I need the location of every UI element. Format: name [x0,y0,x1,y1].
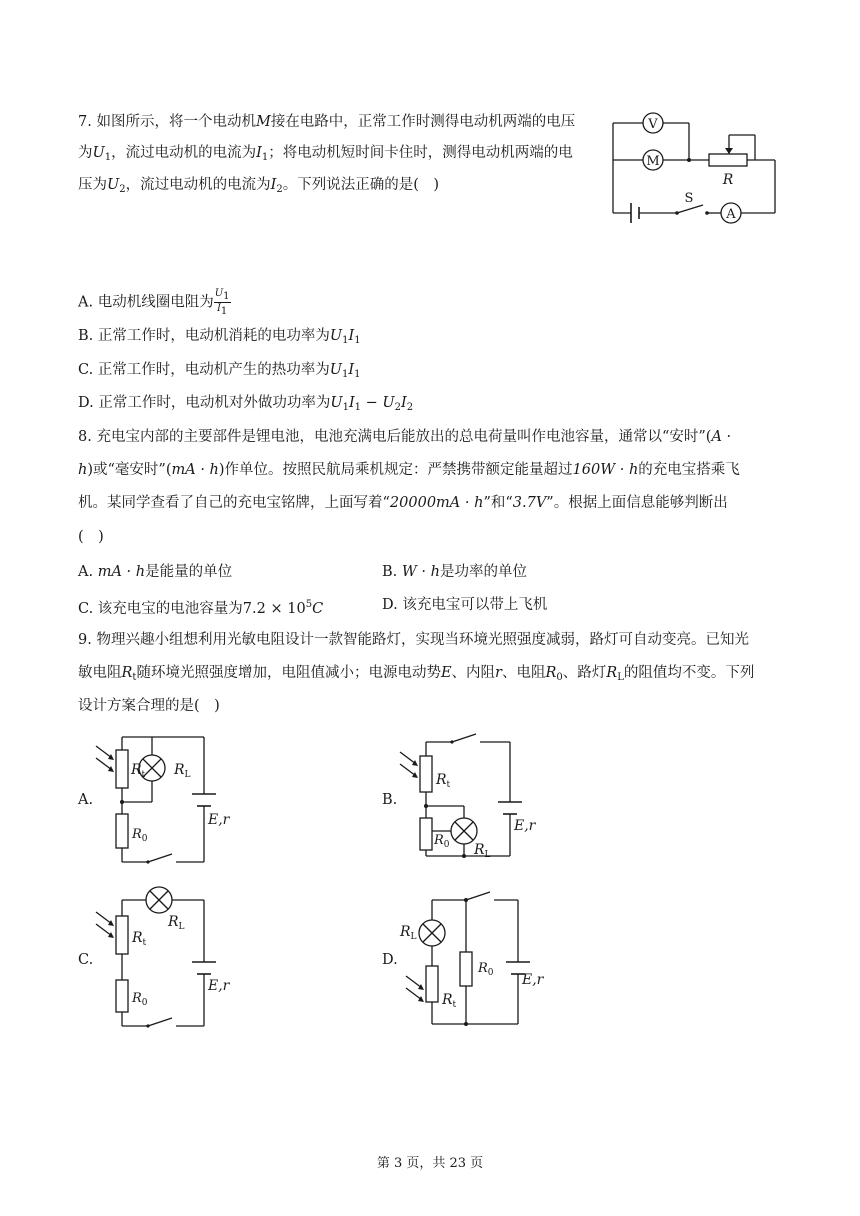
q9-option-c-circuit[interactable] [92,884,252,1034]
svg-text:E,r: E,r [522,972,544,988]
q9-line-2: 敏电阻$R_t$随环境光照强度增加，电阻值减小；电源电动势E、内阻r、电阻$R_0$、路灯$R_L$的阻值均不变。下列 [78,665,755,683]
q9-option-a-label[interactable]: A. [78,792,94,808]
ammeter-label: A [726,207,736,222]
q8-line-2: h)或“毫安时”(mA · h)作单位。按照民航局乘机规定：严禁携带额定能量超过160W · h的充电宝搭乘飞 [78,462,740,478]
q9-option-b-circuit[interactable] [396,730,566,870]
svg-text:RL: $R_L$ [474,842,491,860]
switch-label: S [684,191,694,206]
q9-option-a-circuit[interactable] [92,730,252,870]
rt-label: $R_t$ [131,762,146,780]
voltmeter-label: V [648,117,658,132]
q7-option-b[interactable]: B. 正常工作时，电动机消耗的电功率为$U_1I_1$ [78,328,361,346]
q8-option-a[interactable]: A. mA · h是能量的单位 [78,564,233,580]
q7-line-1: 7. 如图所示，将一个电动机M接在电路中，正常工作时测得电动机两端的电压 [78,114,576,130]
er-label: E,r [208,812,230,828]
motor-label: M [646,154,660,169]
q9-line-1: 9. 物理兴趣小组想利用光敏电阻设计一款智能路灯，实现当环境光照强度减弱，路灯可自动变亮。已知光 [78,632,749,648]
q9-option-d-label[interactable]: D. [382,952,398,968]
q7-option-d[interactable]: D. 正常工作时，电动机对外做功功率为$U_1I_1 - U_2I_2$ [78,395,414,413]
svg-text:E,r: E,r [514,818,536,834]
q8-option-c[interactable]: C. 该充电宝的电池容量为$7.2 \times 10^5C$ [78,599,324,617]
q9-line-3: 设计方案合理的是( ) [78,698,220,714]
r0-label: $R_0$ [132,827,148,844]
q7-line-2: 为$U_1$，流过电动机的电流为$I_1$；将电动机短时间卡住时，测得电动机两端的电 [78,145,573,163]
q9-option-b-label[interactable]: B. [382,792,398,808]
q9-option-c-label[interactable]: C. [78,952,94,968]
q8-option-d[interactable]: D. 该充电宝可以带上飞机 [382,597,548,613]
resistor-label: R [722,172,734,188]
q7-option-c[interactable]: C. 正常工作时，电动机产生的热功率为$U_1I_1$ [78,362,361,380]
svg-text:E,r: E,r [208,978,230,994]
q9-option-d-circuit[interactable] [396,884,566,1034]
svg-text:R0: $R_0$ [132,991,148,1008]
page-footer: 第 3 页，共 23 页 [376,1156,484,1171]
svg-text:Rt: $R_t$ [436,772,451,790]
q8-line-3: 机。某同学查看了自己的充电宝铭牌，上面写着“20000mA · h”和“3.7V”。根据上面信息能够判断出 [78,495,728,511]
q8-option-b[interactable]: B. W · h是功率的单位 [382,564,527,580]
q7-option-a[interactable]: A. 电动机线圈电阻为 $\frac{U_1}{I_1}$ [78,288,230,317]
q8-line-4: ( ) [78,529,104,545]
q7-line-3: 压为$U_2$，流过电动机的电流为$I_2$。下列说法正确的是( ) [78,177,440,195]
q8-line-1: 8. 充电宝内部的主要部件是锂电池，电池充满电后能放出的总电荷量叫作电池容量，通常以“安时”(A · [78,429,732,445]
svg-text:Rt: $R_t$ [442,992,457,1010]
svg-text:RL: $R_L$ [168,914,185,932]
q7-circuit-diagram [605,105,790,230]
svg-text:R0: $R_0$ [434,833,450,850]
svg-text:RL: $R_L$ [400,924,417,942]
rl-label: $R_L$ [174,762,191,780]
svg-text:Rt: $R_t$ [132,930,147,948]
svg-text:R0: $R_0$ [478,961,494,978]
